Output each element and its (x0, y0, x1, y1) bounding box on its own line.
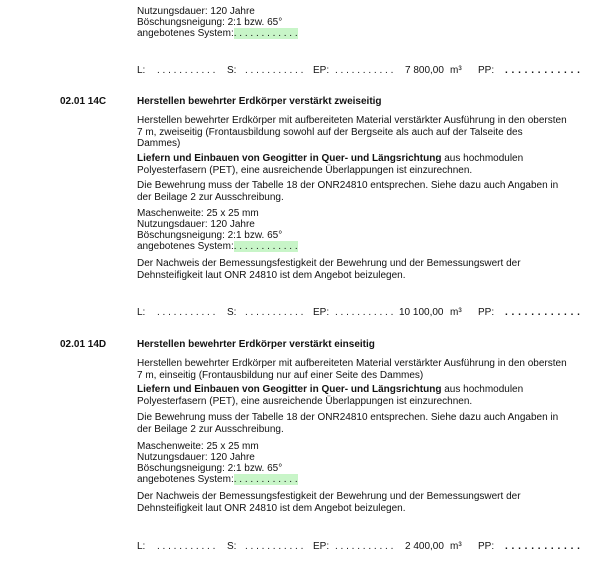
price-row (137, 541, 581, 553)
item-title: Herstellen bewehrter Erdkörper verstärkt einseitig (137, 339, 375, 350)
supply-bold: Liefern und Einbauen von Geogitter in Quer- und Längsrichtung (137, 384, 442, 395)
s-label: S: (227, 541, 237, 552)
l-field[interactable]: . . . . . . . . . . . (157, 541, 216, 552)
item-reinforcement: Die Bewehrung muss der Tabelle 18 der ONR24810 entsprechen. Siehe dazu auch Angaben in der Beilage 2 zur Ausschreibung. (137, 412, 559, 435)
ep-value: 7 800,00 (405, 65, 444, 76)
spec-line: Maschenweite: 25 x 25 mm (137, 208, 259, 219)
item-supply (137, 384, 567, 407)
spec-line: Böschungsneigung: 2:1 bzw. 65° (137, 17, 283, 28)
supply-rest: aus hochmodulen Polyesterfasern (PET), eine ausreichende Überlappungen ist einzurechnen. (137, 384, 524, 407)
ep-dots: . . . . . . . . . . . (335, 307, 394, 318)
pp-label: PP: (478, 65, 495, 76)
item-proof: Der Nachweis der Bemessungsfestigkeit der Bewehrung und der Bemessungswert der Dehnsteifigkeit laut ONR 24810 ist dem Angebot beizulegen. (137, 491, 521, 514)
s-field[interactable]: . . . . . . . . . . . (245, 307, 304, 318)
spec-line: Nutzungsdauer: 120 Jahre (137, 452, 255, 463)
item-supply (137, 153, 567, 176)
unit-label: m³ (450, 541, 462, 552)
ep-dots: . . . . . . . . . . . (335, 541, 394, 552)
offered-system-field[interactable]: . . . . . . . . . . . . (233, 241, 298, 252)
ep-label: EP: (313, 307, 330, 318)
pp-field[interactable]: . . . . . . . . . . . . (505, 541, 581, 552)
spec-line: Nutzungsdauer: 120 Jahre (137, 219, 255, 230)
spec-line: Nutzungsdauer: 120 Jahre (137, 6, 255, 17)
offered-system-line (137, 28, 298, 39)
item-description: Herstellen bewehrter Erdkörper mit aufbereiteten Material verstärkter Ausführung in den obersten 7 m, zweiseitig (Frontausbildung sowohl auf der Bergseite als auch auf der Talseite des Dammes) (137, 115, 567, 149)
offered-system-label: angebotenes System: (137, 241, 234, 252)
supply-rest: aus hochmodulen Polyesterfasern (PET), eine ausreichende Überlappungen ist einzurechnen. (137, 153, 524, 176)
l-label: L: (137, 307, 146, 318)
offered-system-label: angebotenes System: (137, 28, 234, 39)
l-field[interactable]: . . . . . . . . . . . (157, 307, 216, 318)
s-label: S: (227, 65, 237, 76)
l-label: L: (137, 541, 146, 552)
item-code: 02.01 14D (60, 339, 107, 350)
ep-value: 10 100,00 (399, 307, 444, 318)
item-proof: Der Nachweis der Bemessungsfestigkeit der Bewehrung und der Bemessungswert der Dehnsteifigkeit laut ONR 24810 ist dem Angebot beizulegen. (137, 258, 521, 281)
ep-label: EP: (313, 541, 330, 552)
pp-field[interactable]: . . . . . . . . . . . . (505, 307, 581, 318)
spec-line: Böschungsneigung: 2:1 bzw. 65° (137, 463, 283, 474)
spec-line: Böschungsneigung: 2:1 bzw. 65° (137, 230, 283, 241)
l-field[interactable]: . . . . . . . . . . . (157, 65, 216, 76)
price-row (137, 307, 581, 319)
price-row (137, 65, 581, 77)
item-code: 02.01 14C (60, 96, 107, 107)
unit-label: m³ (450, 65, 462, 76)
pp-label: PP: (478, 307, 495, 318)
ep-dots: . . . . . . . . . . . (335, 65, 394, 76)
offered-system-line (137, 241, 298, 252)
offered-system-line (137, 474, 298, 485)
item-reinforcement: Die Bewehrung muss der Tabelle 18 der ONR24810 entsprechen. Siehe dazu auch Angaben in der Beilage 2 zur Ausschreibung. (137, 180, 559, 203)
supply-bold: Liefern und Einbauen von Geogitter in Quer- und Längsrichtung (137, 153, 442, 164)
offered-system-field[interactable]: . . . . . . . . . . . . (233, 474, 298, 485)
ep-label: EP: (313, 65, 330, 76)
l-label: L: (137, 65, 146, 76)
ep-value: 2 400,00 (405, 541, 444, 552)
s-label: S: (227, 307, 237, 318)
pp-label: PP: (478, 541, 495, 552)
unit-label: m³ (450, 307, 462, 318)
s-field[interactable]: . . . . . . . . . . . (245, 541, 304, 552)
offered-system-label: angebotenes System: (137, 474, 234, 485)
item-title: Herstellen bewehrter Erdkörper verstärkt zweiseitig (137, 96, 382, 107)
s-field[interactable]: . . . . . . . . . . . (245, 65, 304, 76)
spec-line: Maschenweite: 25 x 25 mm (137, 441, 259, 452)
pp-field[interactable]: . . . . . . . . . . . . (505, 65, 581, 76)
item-description: Herstellen bewehrter Erdkörper mit aufbereiteten Material verstärkter Ausführung in den obersten 7 m, einseitig (Frontausbildung nur auf einer Seite des Dammes) (137, 358, 567, 381)
offered-system-field[interactable]: . . . . . . . . . . . . (233, 28, 298, 39)
